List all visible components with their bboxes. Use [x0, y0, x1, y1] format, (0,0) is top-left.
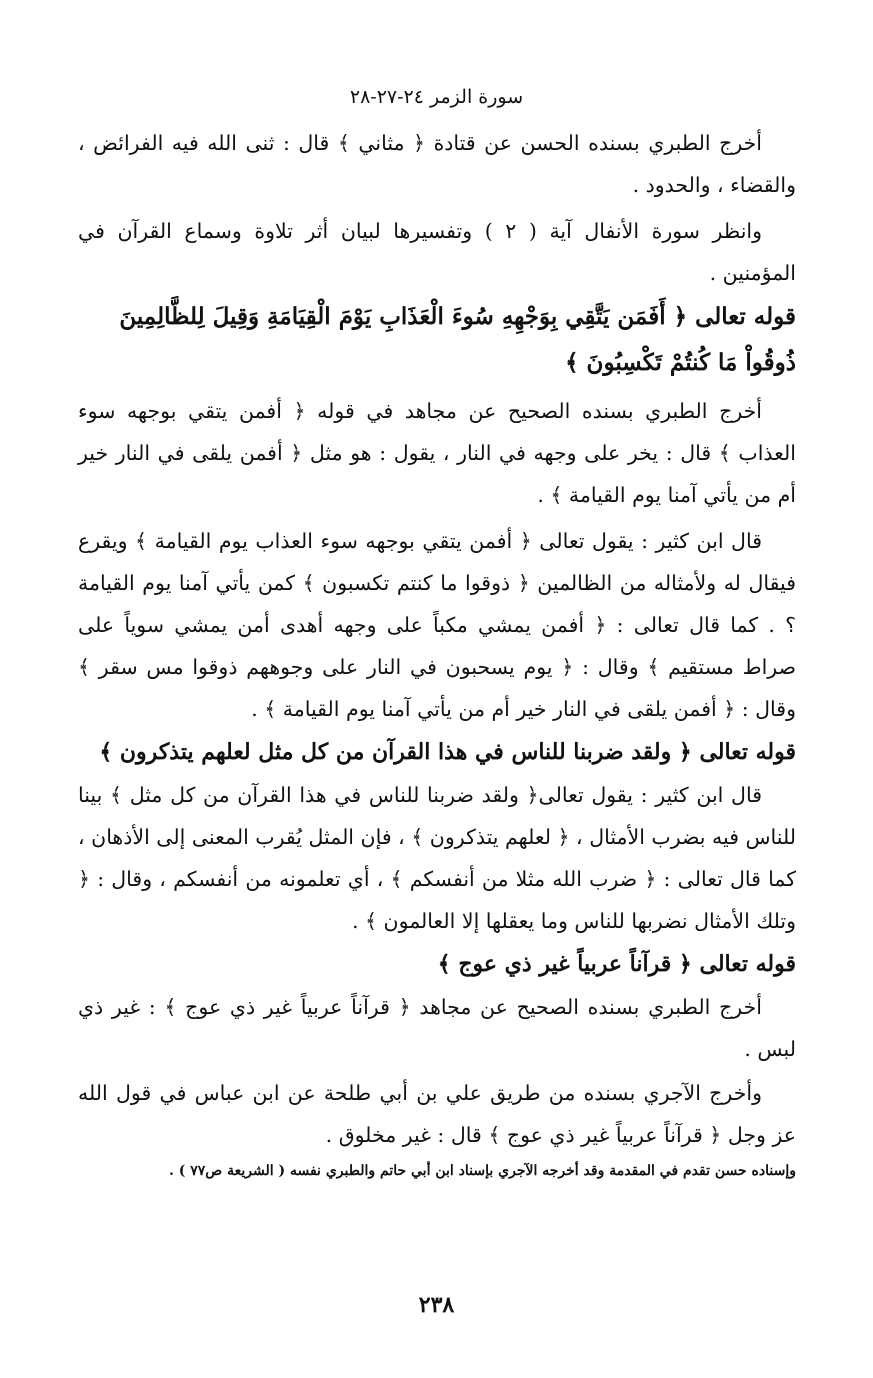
paragraph-mujahid-afaman: أخرج الطبري بسنده الصحيح عن مجاهد في قوله ﴿ أفمن يتقي بوجهه سوء العذاب ﴾ قال : يخر على وجهه في النار ، يقول : هو مثل ﴿ أفمن يلقى في النار خير أم من يأتي آمنا يوم القيامة ﴾ .: [78, 399, 796, 507]
verse-heading-quranan: قوله تعالى ﴿ قرآناً عربياً غير ذي عوج ﴾: [437, 951, 796, 977]
paragraph-ajurri: وأخرج الآجري بسنده من طريق علي بن أبي طلحة عن ابن عباس في قول الله عز وجل ﴿ قرآناً عربياً غير ذي عوج ﴾ قال : غير مخلوق .: [78, 1081, 796, 1147]
paragraph-ibn-kathir-afaman: قال ابن كثير : يقول تعالى ﴿ أفمن يتقي بوجهه سوء العذاب يوم القيامة ﴾ ويقرع فيقال له ولأمثاله من الظالمين ﴿ ذوقوا ما كنتم تكسبون ﴾ كمن يأتي آمنا يوم القيامة ؟ . كما قال تعالى : ﴿ أفمن يمشي مكباً على وجهه أهدى أمن يمشي سوياً على صراط مستقيم ﴾ وقال : ﴿ يوم يسحبون في النار على وجوههم ذوقوا مس سقر ﴾ وقال : ﴿ أفمن يلقى في النار خير أم من يأتي آمنا يوم القيامة ﴾ .: [78, 529, 796, 721]
verse-heading-afaman: قوله تعالى ﴿ أَفَمَن يَتَّقِي بِوَجْهِهِ سُوءَ الْعَذَابِ يَوْمَ الْقِيَامَةِ وَقِيلَ لِلظَّالِمِينَ ذُوقُواْ مَا كُنتُمْ تَكْسِبُونَ ﴾: [119, 303, 796, 376]
isnad-note: وإسناده حسن تقدم في المقدمة وقد أخرجه الآجري بإسناد ابن أبي حاتم والطبري نفسه ( الشريعة ص٧٧ ) .: [168, 1163, 796, 1179]
paragraph-qatada: أخرج الطبري بسنده الحسن عن قتادة ﴿ مثاني ﴾ قال : ثنى الله فيه الفرائض ، والقضاء ، والحدود .: [78, 131, 796, 197]
paragraph-ibn-kathir-darabna: قال ابن كثير : يقول تعالى﴿ ولقد ضربنا للناس في هذا القرآن من كل مثل ﴾ بينا للناس فيه بضرب الأمثال ، ﴿ لعلهم يتذكرون ﴾ ، فإن المثل يُقرب المعنى إلى الأذهان ، كما قال تعالى : ﴿ ضرب الله مثلا من أنفسكم ﴾ ، أي تعلمونه من أنفسكم ، وقال : ﴿ وتلك الأمثال نضربها للناس وما يعقلها إلا العالمون ﴾ .: [78, 783, 796, 933]
verse-heading-darabna: قوله تعالى ﴿ ولقد ضربنا للناس في هذا القرآن من كل مثل لعلهم يتذكرون ﴾: [99, 739, 796, 765]
paragraph-mujahid-quranan: أخرج الطبري بسنده الصحيح عن مجاهد ﴿ قرآناً عربياً غير ذي عوج ﴾ : غير ذي لبس .: [78, 995, 796, 1061]
running-header: سورة الزمر ٢٤-٢٧-٢٨: [349, 86, 524, 108]
paragraph-anfal-reference: وانظر سورة الأنفال آية ( ٢ ) وتفسيرها لبيان أثر تلاوة وسماع القرآن في المؤمنين .: [78, 219, 796, 285]
page-number: ٢٣٨: [418, 1292, 455, 1318]
page-content: [78, 122, 796, 1184]
